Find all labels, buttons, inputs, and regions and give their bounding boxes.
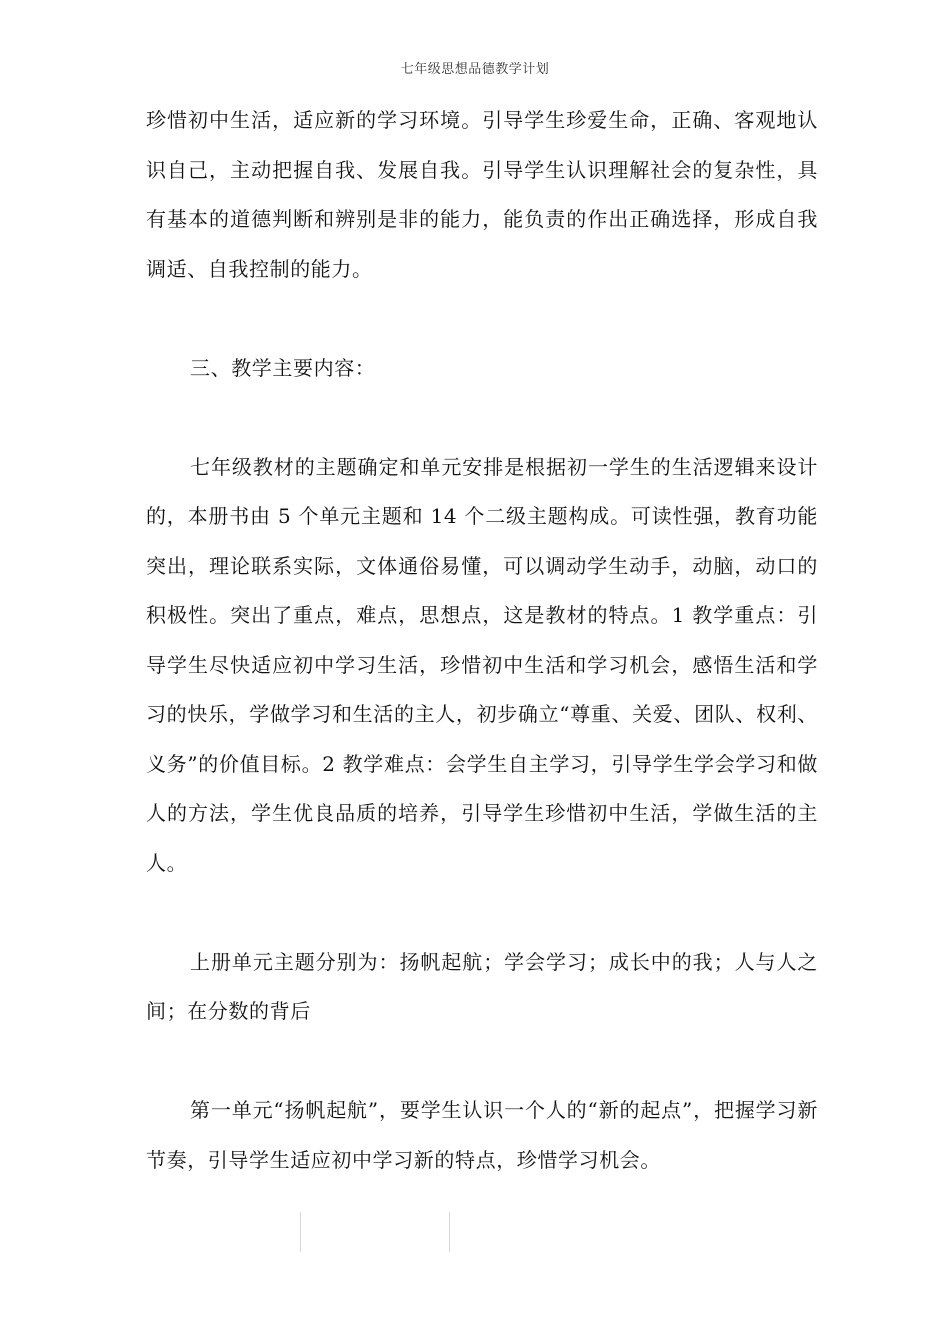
section-heading: 三、教学主要内容： — [190, 355, 376, 380]
paragraph-content-overview: 七年级教材的主题确定和单元安排是根据初一学生的生活逻辑来设计的，本册书由 5 个单元主题和 14 个二级主题构成。可读性强，教育功能突出，理论联系实际，文体通俗易懂，可以调动学生动手，动脑，动口的积极性。突出了重点，难点，思想点，这是教材的特点。1 教学重点：引导学生尽快适应初中学习生活，珍惜初中生活和学习机会，感悟生活和学习的快乐，学做学习和生活的主人，初步确立“尊重、关爱、团队、权利、义务”的价值目标。2 教学难点：会学生自主学习，引导学生学会学习和做人的方法，学生优良品质的培养，引导学生珍惜初中生活，学做生活的主人。 — [146, 454, 818, 875]
page-header: 七年级思想品德教学计划 — [400, 62, 550, 77]
paragraph-unit-themes: 上册单元主题分别为：扬帆起航；学会学习；成长中的我；人与人之间；在分数的背后 — [146, 949, 818, 1023]
paragraph-continuation: 珍惜初中生活，适应新的学习环境。引导学生珍爱生命，正确、客观地认识自己，主动把握自我、发展自我。引导学生认识理解社会的复杂性，具有基本的道德判断和辨别是非的能力，能负责的作出正确选择，形成自我调适、自我控制的能力。 — [146, 108, 818, 281]
footer-divider — [300, 1212, 450, 1252]
document-body — [146, 96, 818, 1185]
paragraph-unit-one: 第一单元“扬帆起航”，要学生认识一个人的“新的起点”，把握学习新节奏，引导学生适应初中学习新的特点，珍惜学习机会。 — [146, 1098, 818, 1172]
